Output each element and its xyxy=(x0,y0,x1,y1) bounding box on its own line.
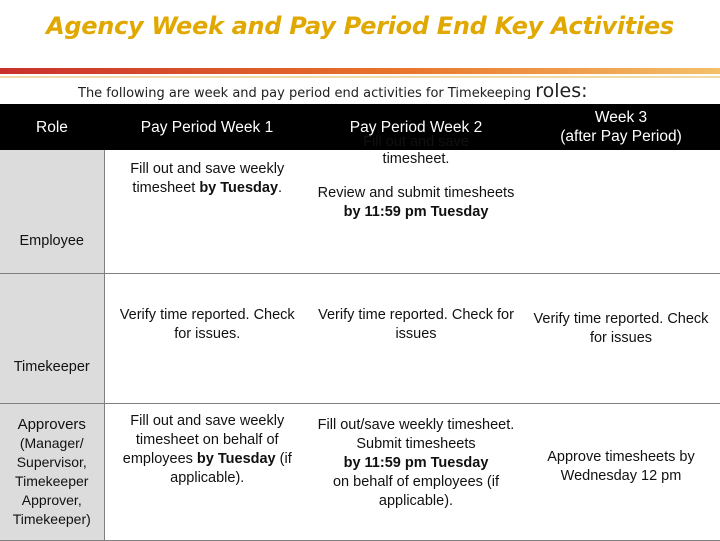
approvers-week1 xyxy=(104,403,310,540)
header-week2: Pay Period Week 2 xyxy=(310,104,522,150)
employee-week1-deadline: by Tuesday xyxy=(199,180,279,196)
approvers-week3: Approve timesheets by Wednesday 12 pm xyxy=(522,403,720,540)
employee-week2-top xyxy=(310,134,522,168)
role-approvers-title: Approvers xyxy=(17,415,86,433)
role-approvers xyxy=(0,403,104,540)
employee-week2-top-line2: timesheet. xyxy=(382,151,450,167)
approvers-week2-deadline: by 11:59 pm Tuesday xyxy=(343,454,489,471)
role-approvers-detail: (Manager/ Supervisor, Timekeeper Approver, Timekeeper) xyxy=(12,434,91,527)
role-timekeeper: Timekeeper xyxy=(0,273,104,403)
employee-week2-deadline: by 11:59 pm Tuesday xyxy=(343,204,489,220)
approvers-week1-deadline: by Tuesday xyxy=(196,450,276,467)
timekeeper-week3: Verify time reported. Check for issues xyxy=(522,273,720,403)
employee-week2-text: Review and submit timesheets xyxy=(317,185,515,201)
activities-table xyxy=(0,104,720,541)
header-role: Role xyxy=(0,104,104,150)
approvers-week2-tail: on behalf of employees (if applicable). xyxy=(332,473,500,509)
timekeeper-week2: Verify time reported. Check for issues xyxy=(310,273,522,403)
subtitle xyxy=(78,80,588,102)
approvers-week2-text: Fill out/save weekly timesheet. Submit timesheets xyxy=(317,416,515,452)
title-divider-accent xyxy=(0,76,720,78)
subtitle-tail: roles: xyxy=(535,80,588,102)
header-week1: Pay Period Week 1 xyxy=(104,104,310,150)
employee-week1-period: . xyxy=(278,180,283,196)
employee-week1-text: Fill out and save weekly timesheet xyxy=(130,161,285,196)
role-employee: Employee xyxy=(0,150,104,273)
title-divider xyxy=(0,68,720,74)
page-title: Agency Week and Pay Period End Key Activities xyxy=(46,12,674,40)
header-week3-line2: (after Pay Period) xyxy=(560,128,682,145)
subtitle-text: The following are week and pay period end activities for Timekeeping xyxy=(78,86,532,101)
timekeeper-week1: Verify time reported. Check for issues. xyxy=(104,273,310,403)
employee-week2-top-line1: Fill out and save xyxy=(363,134,469,150)
header-week3-line1: Week 3 xyxy=(594,109,648,126)
approvers-week1-text: Fill out and save weekly timesheet on behalf of employees xyxy=(122,412,285,467)
header-week3 xyxy=(522,104,720,150)
table-row xyxy=(0,273,720,403)
employee-week3 xyxy=(522,150,720,273)
approvers-week1-tail: (if applicable). xyxy=(170,450,292,486)
employee-week2 xyxy=(310,134,522,273)
table-row xyxy=(0,403,720,540)
table-row xyxy=(0,150,720,273)
approvers-week2 xyxy=(310,403,522,540)
employee-week1 xyxy=(104,150,310,273)
